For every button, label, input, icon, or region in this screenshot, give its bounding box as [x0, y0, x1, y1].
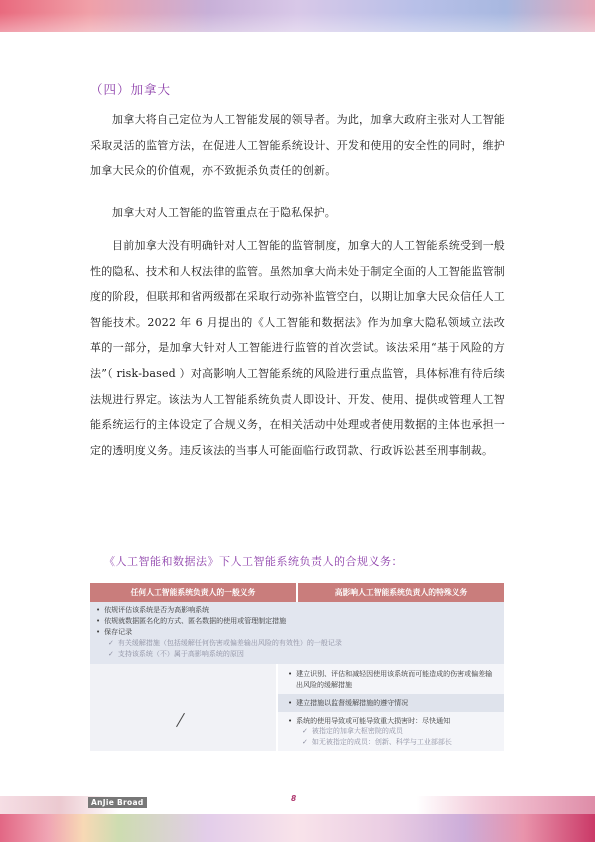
general-subitem: ✓ 有关缓解措施（包括缓解任何伤害或偏差输出风险的有效性）的一般记录 — [96, 638, 498, 649]
special-item: • 建立措施以监督缓解措施的遵守情况 — [288, 698, 498, 709]
general-item: • 依规就数据匿名化的方式、匿名数据的使用或管理制定措施 — [96, 616, 498, 627]
general-obligations-row — [90, 602, 504, 664]
special-item: • 建立识别、评估和减轻因使用该系统而可能造成的伤害或偏差输出风险的缓解措施 — [288, 669, 498, 690]
special-item-block — [278, 694, 504, 712]
paragraph-1: 加拿大将自己定位为人工智能发展的领导者。为此，加拿大政府主张对人工智能采取灵活的监管方法，在促进人工智能系统设计、开发和使用的安全性的同时，维护加拿大民众的价值观，亦不致扼杀负责任的创新。 — [90, 113, 505, 178]
top-decorative-band — [0, 0, 595, 32]
paragraph-3: 目前加拿大没有明确针对人工智能的监管制度，加拿大的人工智能系统受到一般性的隐私、技术和人权法律的监管。虽然加拿大尚未处于制定全面的人工智能监管制度的阶段，但联邦和省两级都在采取行动弥补监管空白，以期让加拿大民众信任人工智能技术。2022 年 6 月提出的《人工智能和数据法》作为加拿大隐私领域立法改革的一部分，是加拿大针对人工智能进行监管的首次尝试。该法采用“基于风险的方法”（ risk-based ）对高影响人工智能系统的风险进行重点监管，具体标准有待后续法规进行界定。该法为人工智能系统负责人即设计、开发、使用、提供或管理人工智能系统运行的主体设定了合规义务，在相关活动中处理或者使用数据的主体也承担一定的透明度义务。违反该法的当事人可能面临行政罚款、行政诉讼甚至刑事制裁。 — [90, 239, 505, 457]
paragraph-2: 加拿大对人工智能的监管重点在于隐私保护。 — [112, 206, 336, 219]
empty-cell — [90, 664, 278, 751]
special-subitem: ✓ 被指定的加拿大枢密院的成员 — [288, 726, 498, 737]
special-item-block — [278, 712, 504, 752]
page-number: 8 — [291, 794, 297, 803]
general-subitem: ✓ 支持该系统（不）属于高影响系统的原因 — [96, 649, 498, 660]
table-header — [90, 583, 504, 602]
special-obligations-row — [90, 664, 504, 751]
section-heading: （四）加拿大 — [90, 82, 172, 97]
header-general-obligations: 任何人工智能系统负责人的一般义务 — [90, 583, 296, 602]
special-obligations-cell — [278, 664, 504, 751]
special-item: • 系统的使用导致或可能导致重大损害时：尽快通知 — [288, 716, 498, 727]
brand-logo: AnJie Broad — [88, 797, 147, 808]
general-item: • 保存记录 — [96, 627, 498, 638]
obligations-table — [90, 583, 504, 751]
header-special-obligations: 高影响人工智能系统负责人的特殊义务 — [296, 583, 504, 602]
special-item-block — [278, 664, 504, 694]
slash-mark — [176, 713, 185, 727]
table-caption: 《人工智能和数据法》下人工智能系统负责人的合规义务： — [104, 555, 403, 568]
special-subitem: ✓ 如无被指定的成员：创新、科学与工业部部长 — [288, 737, 498, 748]
footer-paint-strokes — [0, 814, 595, 842]
general-item: • 依规评估该系统是否为高影响系统 — [96, 605, 498, 616]
